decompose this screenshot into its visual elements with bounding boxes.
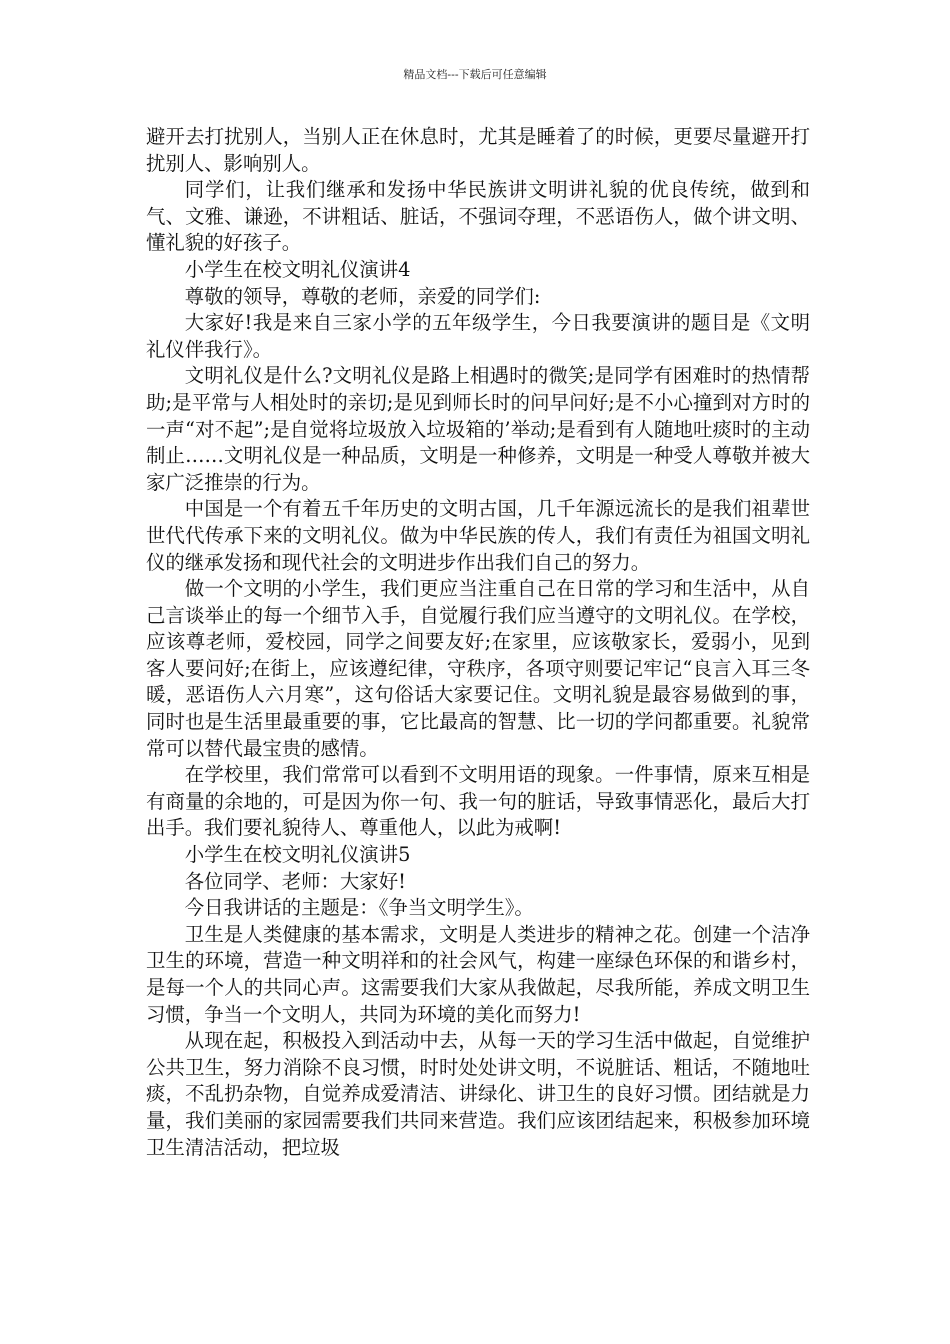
paragraph: 文明礼仪是什么?文明礼仪是路上相遇时的微笑;是同学有困难时的热情帮助;是平常与人相处时的亲切;是见到师长时的问早问好;是不小心撞到对方时的一声“对不起”;是自觉将垃圾放入垃圾箱的’举动;是看到有人随地吐痰时的主动制止……文明礼仪是一种品质，文明是一种修养，文明是一种受人尊敬并被大家广泛推崇的行为。 [146,364,810,494]
page-header: 精品文档---下载后可任意编辑 [403,68,547,81]
paragraph: 今日我讲话的主题是：《争当文明学生》。 [184,896,534,920]
paragraph: 大家好!我是来自三家小学的五年级学生，今日我要演讲的题目是《文明礼仪伴我行》。 [146,311,810,361]
paragraph: 小学生在校文明礼仪演讲5 [184,843,411,867]
paragraph: 做一个文明的小学生，我们更应当注重自己在日常的学习和生活中，从自己言谈举止的每一个细节入手，自觉履行我们应当遵守的文明礼仪。在学校，应该尊老师，爱校园，同学之间要友好;在家里，应该敬家长，爱弱小，见到客人要问好;在街上，应该遵纪律，守秩序，各项守则要记牢记“良言入耳三冬暖，恶语伤人六月寒”，这句俗话大家要记住。文明礼貌是最容易做到的事，同时也是生活里最重要的事，它比最高的智慧、比一切的学问都重要。礼貌常常可以替代最宝贵的感情。 [146,577,810,760]
paragraph: 中国是一个有着五千年历史的文明古国，几千年源远流长的是我们祖辈世世代代传承下来的文明礼仪。做为中华民族的传人，我们有责任为祖国文明礼仪的继承发扬和现代社会的文明进步作出我们自己的努力。 [146,497,810,574]
paragraph: 小学生在校文明礼仪演讲4 [184,257,411,281]
paragraph: 避开去打扰别人，当别人正在休息时，尤其是睡着了的时候，更要尽量避开打扰别人、影响别人。 [146,125,810,175]
paragraph: 各位同学、老师：大家好! [184,869,406,893]
paragraph: 尊敬的领导，尊敬的老师，亲爱的同学们: [184,284,541,308]
paragraph: 在学校里，我们常常可以看到不文明用语的现象。一件事情，原来互相是有商量的余地的，可是因为你一句、我一句的脏话，导致事情恶化，最后大打出手。我们要礼貌待人、尊重他人，以此为戒啊! [146,763,810,840]
paragraph: 卫生是人类健康的基本需求，文明是人类进步的精神之花。创建一个洁净卫生的环境，营造一种文明祥和的社会风气，构建一座绿色环保的和谐乡村，是每一个人的共同心声。这需要我们大家从我做起，尽我所能，养成文明卫生习惯，争当一个文明人，共同为环境的美化而努力! [146,922,810,1026]
paragraph: 从现在起，积极投入到活动中去，从每一天的学习生活中做起，自觉维护公共卫生，努力消除不良习惯，时时处处讲文明，不说脏话、粗话，不随地吐痰，不乱扔杂物，自觉养成爱清洁、讲绿化、讲卫生的良好习惯。团结就是力量，我们美丽的家园需要我们共同来营造。我们应该团结起来，积极参加环境卫生清洁活动，把垃圾 [146,1029,810,1159]
paragraph: 同学们，让我们继承和发扬中华民族讲文明讲礼貌的优良传统，做到和气、文雅、谦逊，不讲粗话、脏话，不强词夺理，不恶语伤人，做个讲文明、懂礼貌的好孩子。 [146,178,810,255]
document-body [146,124,810,1161]
